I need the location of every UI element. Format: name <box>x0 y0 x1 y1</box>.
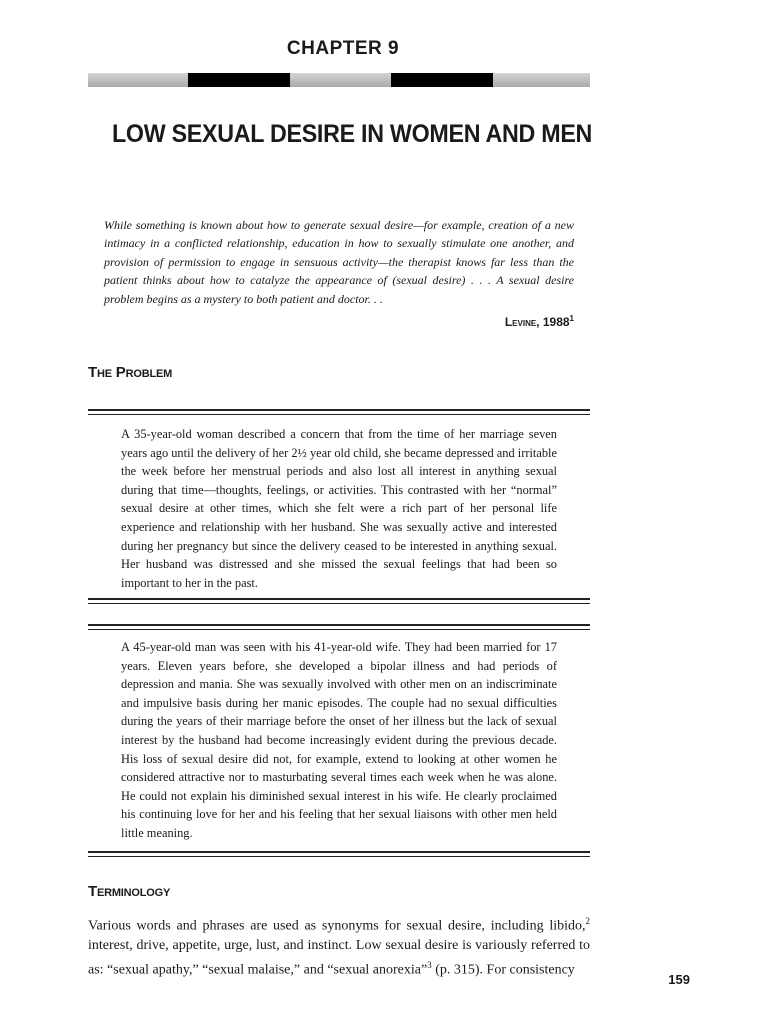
section-heading-terminology: Terminology <box>88 883 171 900</box>
epigraph-quote: While something is known about how to generate sexual desire—for example, creation of a new intimacy in a conflicted relationship, education in how to sexually stimulate one another, and provision of permission to engage in sensuous activity—the therapist knows far less than the patient thinks about how to catalyze the appearance of (sexual desire) . . . A sexual desire problem begins as a mystery to both patient and doctor. . . <box>104 218 574 306</box>
footnote-ref: 3 <box>427 959 432 970</box>
section-heading-problem: The Problem <box>88 364 173 381</box>
chapter-label: CHAPTER 9 <box>286 38 400 59</box>
epigraph-attribution <box>505 314 574 329</box>
chapter-title: LOW SEXUAL DESIRE IN WOMEN AND MEN <box>112 120 593 148</box>
page-number: 159 <box>668 972 690 987</box>
epigraph-footnote-ref: 1 <box>569 314 574 323</box>
case-rule-bottom <box>88 851 590 857</box>
body-text-part: (p. 315). For consistency <box>431 962 575 978</box>
case-study-2: A 45-year-old man was seen with his 41-year-old wife. They had been married for 17 years. Eleven years before, she developed a bipolar illness and had periods of depression and mania. She was sexually involved with other men on an indiscriminate and impulsive basis during her manic episodes. The couple had no sexual difficulties during the years of their marriage before the onset of her illness but the lack of sexual interest by the husband had become increasingly evident during the previous decade. His loss of sexual desire did not, for example, extend to looking at other women he considered attractive nor to masturbating several times each week when he was alone. He could not explain his diminished sexual interest in his wife. He clearly proclaimed his continuing love for her and his feeling that her sexual liaisons with other men held little meaning. <box>121 640 557 840</box>
body-paragraph <box>88 912 590 980</box>
bar-block-right <box>391 73 493 87</box>
bar-block-left <box>188 73 290 87</box>
body-text-part: Various words and phrases are used as synonyms for sexual desire, including libido, <box>88 918 586 934</box>
case-rule-bottom <box>88 598 590 604</box>
body-text-part: interest, drive, appetite, urge, lust, and instinct. Low sexual desire is variously referred to as: “sexual apathy,” “sexual malaise,” and “sexual anorexia” <box>88 938 590 978</box>
footnote-ref: 2 <box>585 916 590 926</box>
case-rule-top <box>88 624 590 630</box>
case-rule-top <box>88 409 590 415</box>
epigraph-author: Levine, 1988 <box>504 315 570 329</box>
chapter-decorative-bar <box>88 73 590 87</box>
case-study-1: A 35-year-old woman described a concern that from the time of her marriage seven years ago until the delivery of her 2½ year old child, she became depressed and irritable the week before her menstrual periods and also lost all interest in anything sexual during that time—thoughts, feelings, or activities. This contrasted with her “normal” sexual desire at other times, which she felt were a rich part of her personal life experience and relationship with her husband. She was sexually active and interested during her pregnancy but since the delivery ceased to be interested in anything sexual. Her husband was distressed and she missed the sexual feelings that had been so important to her in the past. <box>121 427 557 590</box>
